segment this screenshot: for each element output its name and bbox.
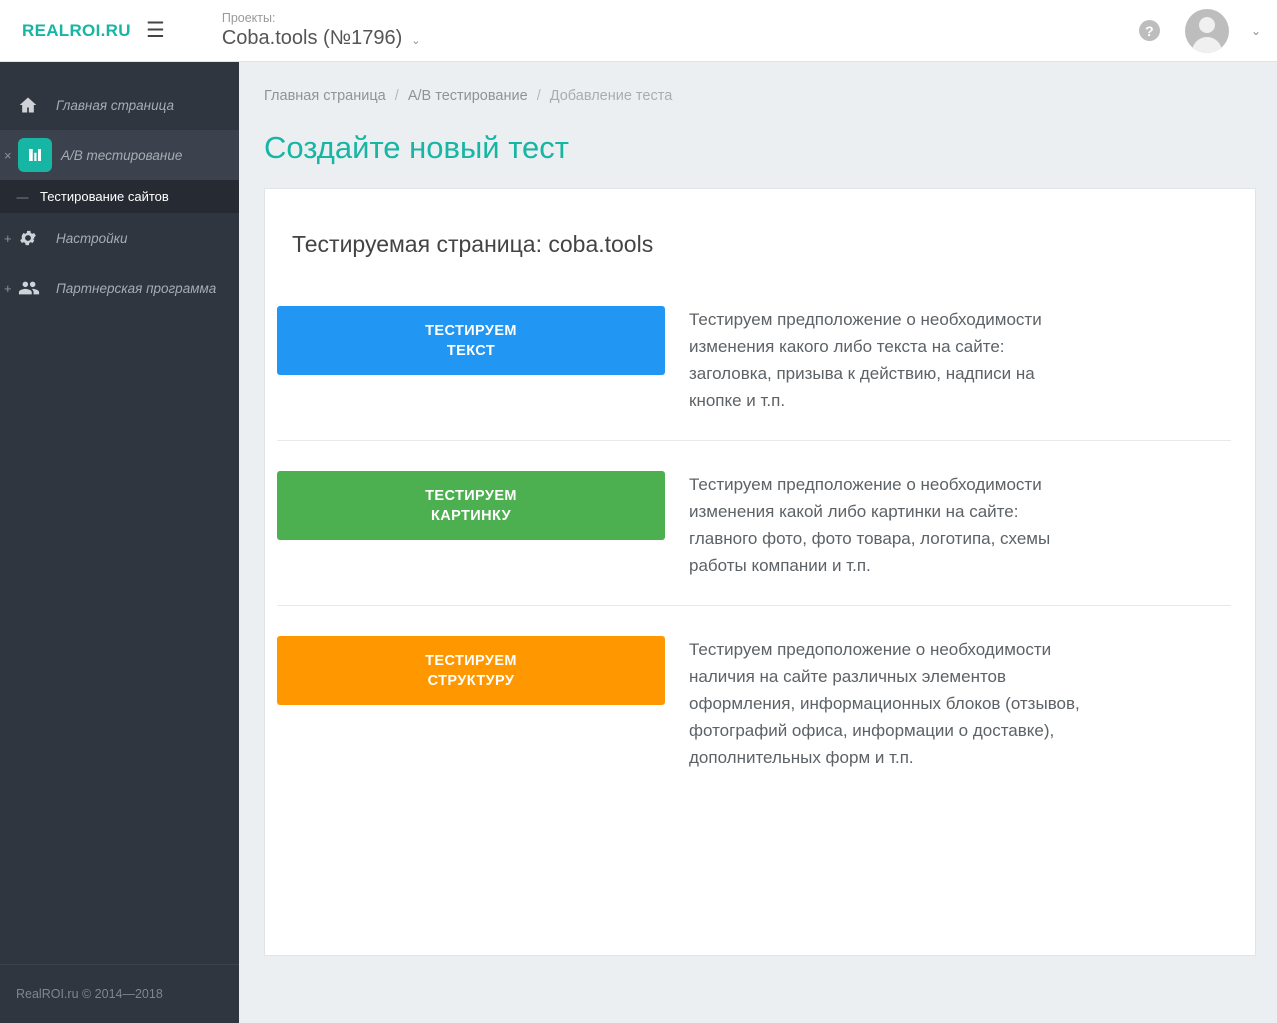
help-icon[interactable]: ? bbox=[1139, 20, 1160, 41]
sidebar-nav bbox=[0, 62, 239, 964]
people-icon bbox=[18, 277, 48, 299]
ab-test-icon bbox=[18, 138, 52, 172]
test-text-button-line2: ТЕКСТ bbox=[446, 342, 496, 359]
project-label: Проекты: bbox=[221, 11, 276, 26]
top-bar-right bbox=[1139, 9, 1277, 53]
breadcrumb-item-home[interactable]: Главная страница bbox=[264, 88, 386, 104]
sidebar-item-label: A/B тестирование bbox=[61, 147, 183, 163]
test-text-description: Тестируем предположение о необходимости изменения какого либо текста на сайте: заголовка, призыва к действию, надписи на кнопке и т.п. bbox=[689, 310, 1042, 410]
test-structure-button-line2: СТРУКТУРУ bbox=[427, 672, 515, 689]
sidebar-item-label: Главная страница bbox=[56, 97, 174, 113]
collapse-icon[interactable]: × bbox=[4, 147, 12, 163]
new-test-card bbox=[264, 188, 1256, 956]
user-menu-chevron-down-icon[interactable]: ⌄ bbox=[1250, 23, 1261, 38]
test-text-button-line1: ТЕСТИРУЕМ bbox=[425, 322, 517, 339]
avatar[interactable] bbox=[1185, 9, 1229, 53]
expand-icon[interactable]: + bbox=[4, 280, 12, 296]
home-icon bbox=[18, 95, 48, 115]
sidebar-subitem-label: Тестирование сайтов bbox=[39, 189, 169, 204]
breadcrumb bbox=[239, 62, 1277, 104]
chevron-down-icon[interactable]: ⌄ bbox=[411, 34, 421, 47]
test-text-button[interactable] bbox=[277, 306, 665, 375]
breadcrumb-current: Добавление теста bbox=[549, 88, 673, 104]
test-image-button-line2: КАРТИНКУ bbox=[431, 507, 511, 524]
sidebar-item-label: Настройки bbox=[56, 230, 128, 246]
breadcrumb-separator: / bbox=[394, 88, 399, 104]
sidebar-item-home[interactable] bbox=[0, 80, 239, 130]
test-structure-button[interactable] bbox=[277, 636, 665, 705]
option-row-image bbox=[277, 440, 1231, 605]
option-row-structure bbox=[277, 605, 1231, 797]
sidebar-item-label: Партнерская программа bbox=[56, 280, 217, 296]
project-name: Coba.tools (№1796) bbox=[221, 26, 403, 49]
sidebar-item-partner-program[interactable] bbox=[0, 263, 239, 313]
test-structure-button-line1: ТЕСТИРУЕМ bbox=[425, 652, 517, 669]
breadcrumb-separator: / bbox=[536, 88, 541, 104]
dash-icon: ---- bbox=[16, 189, 28, 204]
sidebar bbox=[0, 62, 239, 1023]
sidebar-subitem-site-testing[interactable] bbox=[0, 180, 239, 213]
body-row bbox=[0, 62, 1277, 1023]
gear-icon bbox=[18, 228, 48, 248]
top-bar bbox=[0, 0, 1277, 62]
sidebar-footer-copyright: RealROI.ru © 2014—2018 bbox=[0, 964, 239, 1023]
main-content bbox=[239, 62, 1277, 1023]
expand-icon[interactable]: + bbox=[4, 230, 12, 246]
brand-logo[interactable]: REALROI.RU bbox=[22, 20, 131, 40]
test-image-description: Тестируем предположение о необходимости изменения какой либо картинки на сайте: главного фото, фото товара, логотипа, схемы работы компании и т.п. bbox=[689, 475, 1051, 575]
tested-page-heading: Тестируемая страница: coba.tools bbox=[292, 231, 654, 257]
page-title: Создайте новый тест bbox=[264, 130, 569, 165]
breadcrumb-item-ab-testing[interactable]: A/B тестирование bbox=[407, 88, 528, 104]
test-structure-description: Тестируем предоположение о необходимости наличия на сайте различных элементов оформления, информационных блоков (отзывов, фотографий офиса, информации о доставке), дополнительных форм и т.п. bbox=[689, 640, 1080, 767]
hamburger-icon[interactable]: ☰ bbox=[146, 19, 165, 42]
test-image-button-line1: ТЕСТИРУЕМ bbox=[425, 487, 517, 504]
option-row-text bbox=[277, 258, 1231, 440]
test-type-options bbox=[265, 258, 1255, 797]
sidebar-item-settings[interactable] bbox=[0, 213, 239, 263]
sidebar-item-ab-testing[interactable] bbox=[0, 130, 239, 180]
test-image-button[interactable] bbox=[277, 471, 665, 540]
project-selector[interactable] bbox=[222, 11, 421, 49]
